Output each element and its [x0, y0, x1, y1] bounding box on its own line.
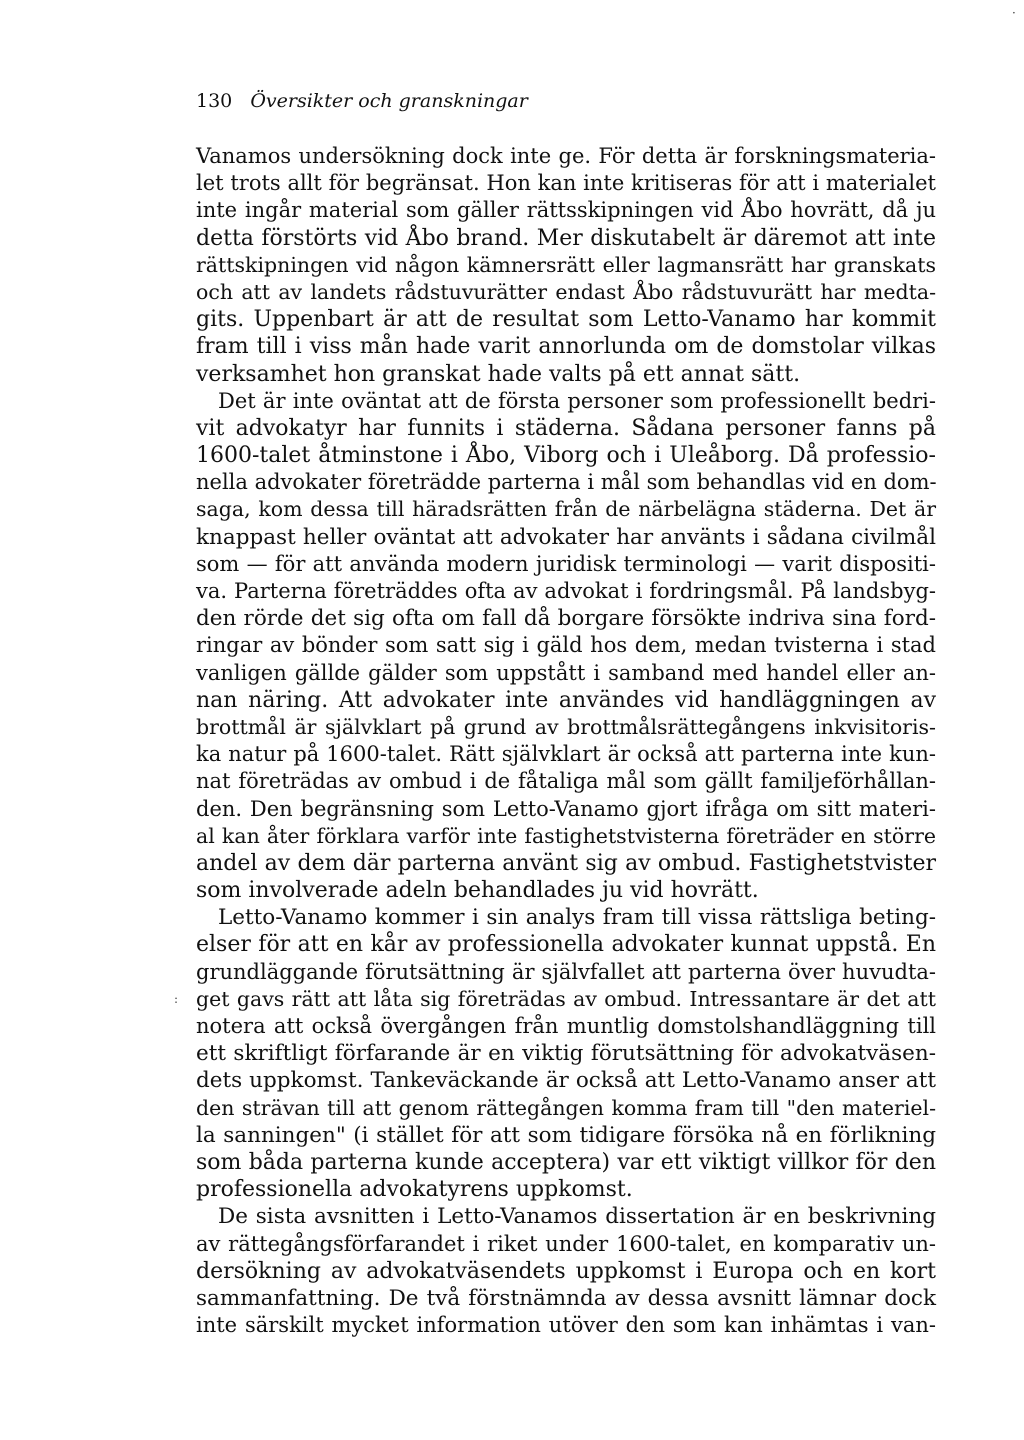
text-line: ka natur på 1600-talet. Rätt självklart är också att parterna inte kun- [196, 742, 936, 767]
text-line: detta förstörts vid Åbo brand. Mer diskutabelt är däremot att inte [196, 225, 936, 251]
text-line: al kan åter förklara varför inte fastighetstvisterna företräder en större [196, 823, 936, 848]
text-line: inte ingår material som gäller rättsskipningen vid Åbo hovrätt, då ju [196, 198, 936, 223]
body-text [196, 143, 936, 1339]
text-line: dersökning av advokatväsendets uppkomst i Europa och en kort [196, 1258, 936, 1284]
text-line: som båda parterna kunde acceptera) var ett viktigt villkor för den [196, 1149, 936, 1175]
text-line: notera att också övergången från muntlig domstolshandläggning till [196, 1014, 936, 1038]
text-line: den rörde det sig ofta om fall då borgare försökte indriva sina ford- [196, 606, 936, 632]
text-line: den strävan till att genom rättegången komma fram till "den materiel- [196, 1095, 936, 1120]
text-line: vit advokatyr har funnits i städerna. Sådana personer fanns på [196, 415, 936, 441]
text-line: Letto-Vanamo kommer i sin analys fram till vissa rättsliga beting- [218, 905, 936, 931]
text-line: knappast heller oväntat att advokater har använts i sådana civilmål [196, 524, 936, 550]
text-line: andel av dem där parterna använt sig av ombud. Fastighetstvister [196, 850, 936, 876]
page-number: 130 [196, 90, 233, 112]
text-line: nat företrädas av ombud i de fåtaliga mål som gällt familjeförhållan- [196, 769, 936, 794]
margin-mark: : [174, 992, 179, 1006]
text-line: verksamhet hon granskat hade valts på ett annat sätt. [196, 361, 801, 387]
text-line: som involverade adeln behandlades ju vid hovrätt. [196, 878, 759, 904]
text-line: och att av landets rådstuvurätter endast Åbo rådstuvurätt har medta- [196, 279, 936, 304]
running-head [196, 89, 528, 113]
section-title: Översikter och granskningar [250, 90, 528, 112]
text-line: let trots allt för begränsat. Hon kan inte kritiseras för att i materialet [196, 171, 936, 196]
margin-mark: · [1012, 6, 1016, 20]
text-line: ringar av bönder som satt sig i gäld hos dem, medan tvisterna i stad [196, 633, 936, 658]
text-line: grundläggande förutsättning är självfallet att parterna över huvudta- [196, 959, 936, 984]
text-line: vanligen gällde gälder som uppstått i samband med handel eller an- [196, 660, 936, 685]
text-line: dets uppkomst. Tankeväckande är också att Letto-Vanamo anser att [196, 1068, 936, 1094]
text-line: la sanningen" (i stället för att som tidigare försöka nå en förlikning [196, 1122, 936, 1148]
text-line: brottmål är självklart på grund av brottmålsrättegångens inkvisitoris- [196, 714, 936, 739]
text-line: nella advokater företrädde parterna i mål som behandlas vid en dom- [196, 470, 937, 495]
text-line: inte särskilt mycket information utöver den som kan inhämtas i van- [196, 1313, 936, 1338]
text-line: ett skriftligt förfarande är en viktig förutsättning för advokatväsen- [196, 1041, 936, 1067]
text-line: va. Parterna företräddes ofta av advokat i fordringsmål. På landsbyg- [196, 579, 936, 603]
text-line: den. Den begränsning som Letto-Vanamo gjort ifråga om sitt materi- [196, 796, 936, 821]
text-line: gits. Uppenbart är att de resultat som Letto-Vanamo har kommit [196, 307, 936, 333]
text-line: nan näring. Att advokater inte användes vid handläggningen av [196, 687, 936, 713]
text-line: De sista avsnitten i Letto-Vanamos dissertation är en beskrivning [218, 1204, 936, 1230]
text-line: Vanamos undersökning dock inte ge. För detta är forskningsmateria- [196, 144, 936, 168]
text-line: av rättegångsförfarandet i riket under 1600-talet, en komparativ un- [196, 1231, 936, 1256]
text-line: sammanfattning. De två förstnämnda av dessa avsnitt lämnar dock [196, 1285, 936, 1311]
text-line: rättskipningen vid någon kämnersrätt eller lagmansrätt har granskats [196, 252, 936, 277]
text-line: Det är inte oväntat att de första personer som professionellt bedri- [218, 388, 936, 413]
text-line: fram till i viss mån hade varit annorlunda om de domstolar vilkas [196, 334, 936, 360]
text-line: saga, kom dessa till häradsrätten från de närbelägna städerna. Det är [196, 497, 936, 522]
text-line: professionella advokatyrens uppkomst. [196, 1177, 633, 1203]
text-line: 1600-talet åtminstone i Åbo, Viborg och i Uleåborg. Då professio- [196, 443, 936, 469]
text-line: elser för att en kår av professionella advokater kunnat uppstå. En [196, 932, 936, 958]
text-line: get gavs rätt att låta sig företrädas av ombud. Intressantare är det att [196, 986, 936, 1011]
text-line: som — för att använda modern juridisk terminologi — varit dispositi- [196, 551, 936, 576]
